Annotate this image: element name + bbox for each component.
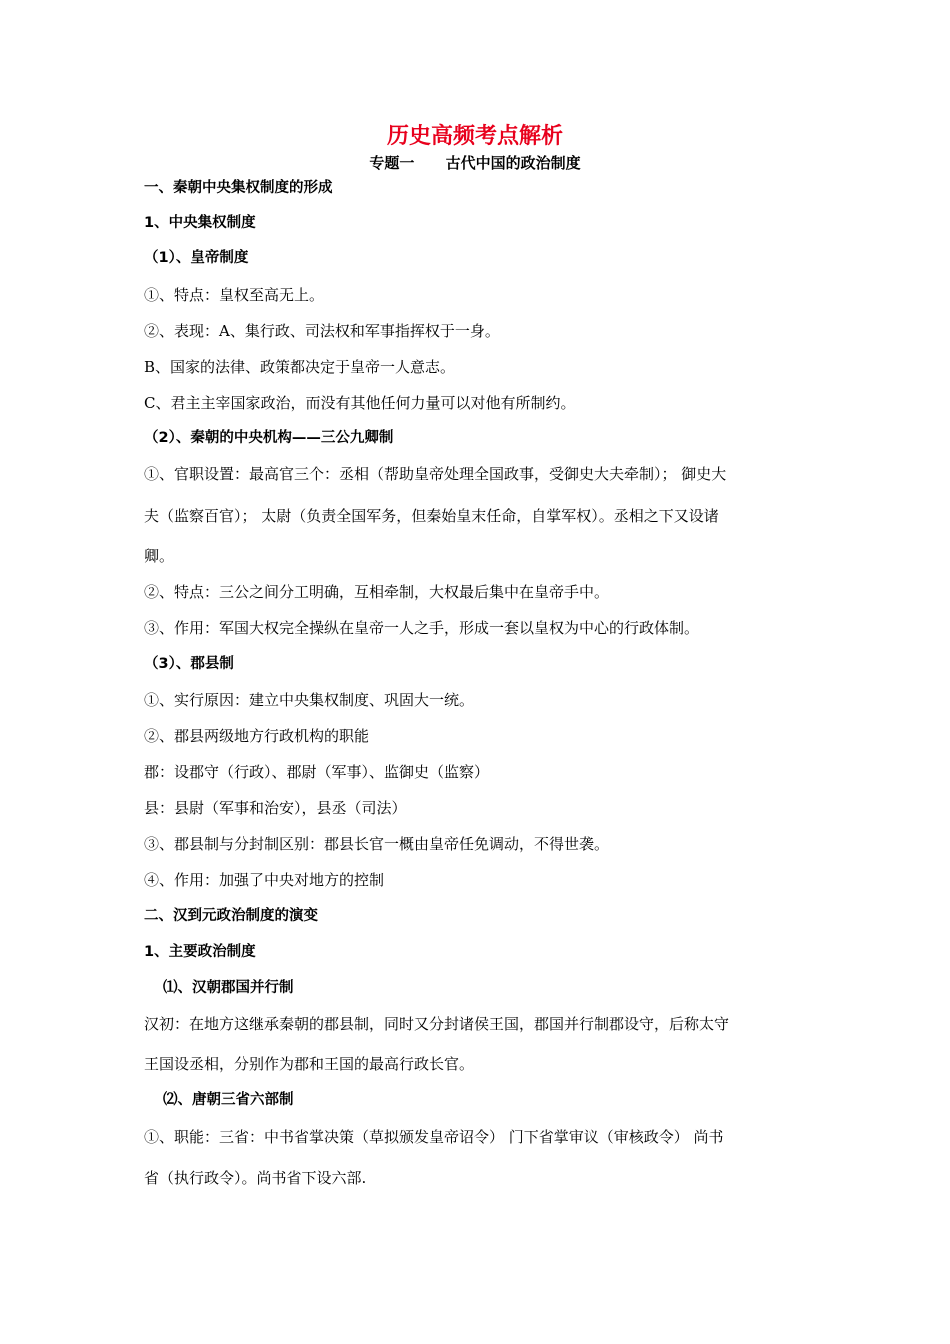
paragraph-line: ①、实行原因：建立中央集权制度、巩固大一统。 — [144, 691, 475, 709]
sub-subsection-heading: （2）、秦朝的中央机构——三公九卿制 — [144, 430, 394, 446]
subtitle-topic-name: 古代中国的政治制度 — [445, 154, 581, 172]
sub-subsection-heading: ⑴、汉朝郡国并行制 — [163, 980, 294, 996]
subsection-heading: 1、中央集权制度 — [144, 215, 256, 231]
paragraph-line: 夫（监察百官）； 太尉（负责全国军务，但秦始皇末任命，自掌军权）。丞相之下又设诸 — [144, 507, 719, 525]
page-title: 历史高频考点解析 — [386, 123, 563, 149]
paragraph-line: ③、郡县制与分封制区别：郡县长官一概由皇帝任免调动，不得世袭。 — [144, 835, 610, 853]
subsection-heading: 1、主要政治制度 — [144, 944, 256, 960]
paragraph-line: C、君主主宰国家政治，而没有其他任何力量可以对他有所制约。 — [144, 394, 576, 412]
page-subtitle — [0, 152, 950, 174]
paragraph-line: ①、官职设置：最高官三个：丞相（帮助皇帝处理全国政事，受御史大夫牵制）； 御史大 — [144, 465, 727, 483]
paragraph-line: ②、特点：三公之间分工明确，互相牵制，大权最后集中在皇帝手中。 — [144, 583, 610, 601]
paragraph-line: ③、作用：军国大权完全操纵在皇帝一人之手，形成一套以皇权为中心的行政体制。 — [144, 619, 700, 637]
paragraph-line: ④、作用：加强了中央对地方的控制 — [144, 871, 385, 889]
paragraph-line: B、国家的法律、政策都决定于皇帝一人意志。 — [144, 358, 456, 376]
paragraph-line: 省（执行政令）。尚书省下设六部. — [144, 1169, 367, 1187]
paragraph-line: 县：县尉（军事和治安），县丞（司法） — [144, 799, 407, 817]
section-heading-2: 二、汉到元政治制度的演变 — [144, 908, 318, 924]
paragraph-line: 汉初：在地方这继承秦朝的郡县制，同时又分封诸侯王国，郡国并行制郡设守，后称太守 — [144, 1015, 730, 1033]
paragraph-line: ②、表现：A、集行政、司法权和军事指挥权于一身。 — [144, 322, 500, 340]
subtitle-topic-number: 专题一 — [369, 154, 415, 172]
section-heading-1: 一、秦朝中央集权制度的形成 — [144, 180, 333, 196]
sub-subsection-heading: （1）、皇帝制度 — [144, 250, 249, 266]
paragraph-line: ①、特点：皇权至高无上。 — [144, 286, 325, 304]
sub-subsection-heading: ⑵、唐朝三省六部制 — [163, 1092, 294, 1108]
sub-subsection-heading: （3）、郡县制 — [144, 656, 234, 672]
paragraph-line: 郡：设郡守（行政）、郡尉（军事）、监御史（监察） — [144, 763, 490, 781]
paragraph-line: ②、郡县两级地方行政机构的职能 — [144, 727, 370, 745]
paragraph-line: 卿。 — [144, 547, 175, 565]
paragraph-line: 王国设丞相，分别作为郡和王国的最高行政长官。 — [144, 1055, 475, 1073]
paragraph-line: ①、职能：三省：中书省掌决策（草拟颁发皇帝诏令） 门下省掌审议（审核政令） 尚书 — [144, 1128, 724, 1146]
